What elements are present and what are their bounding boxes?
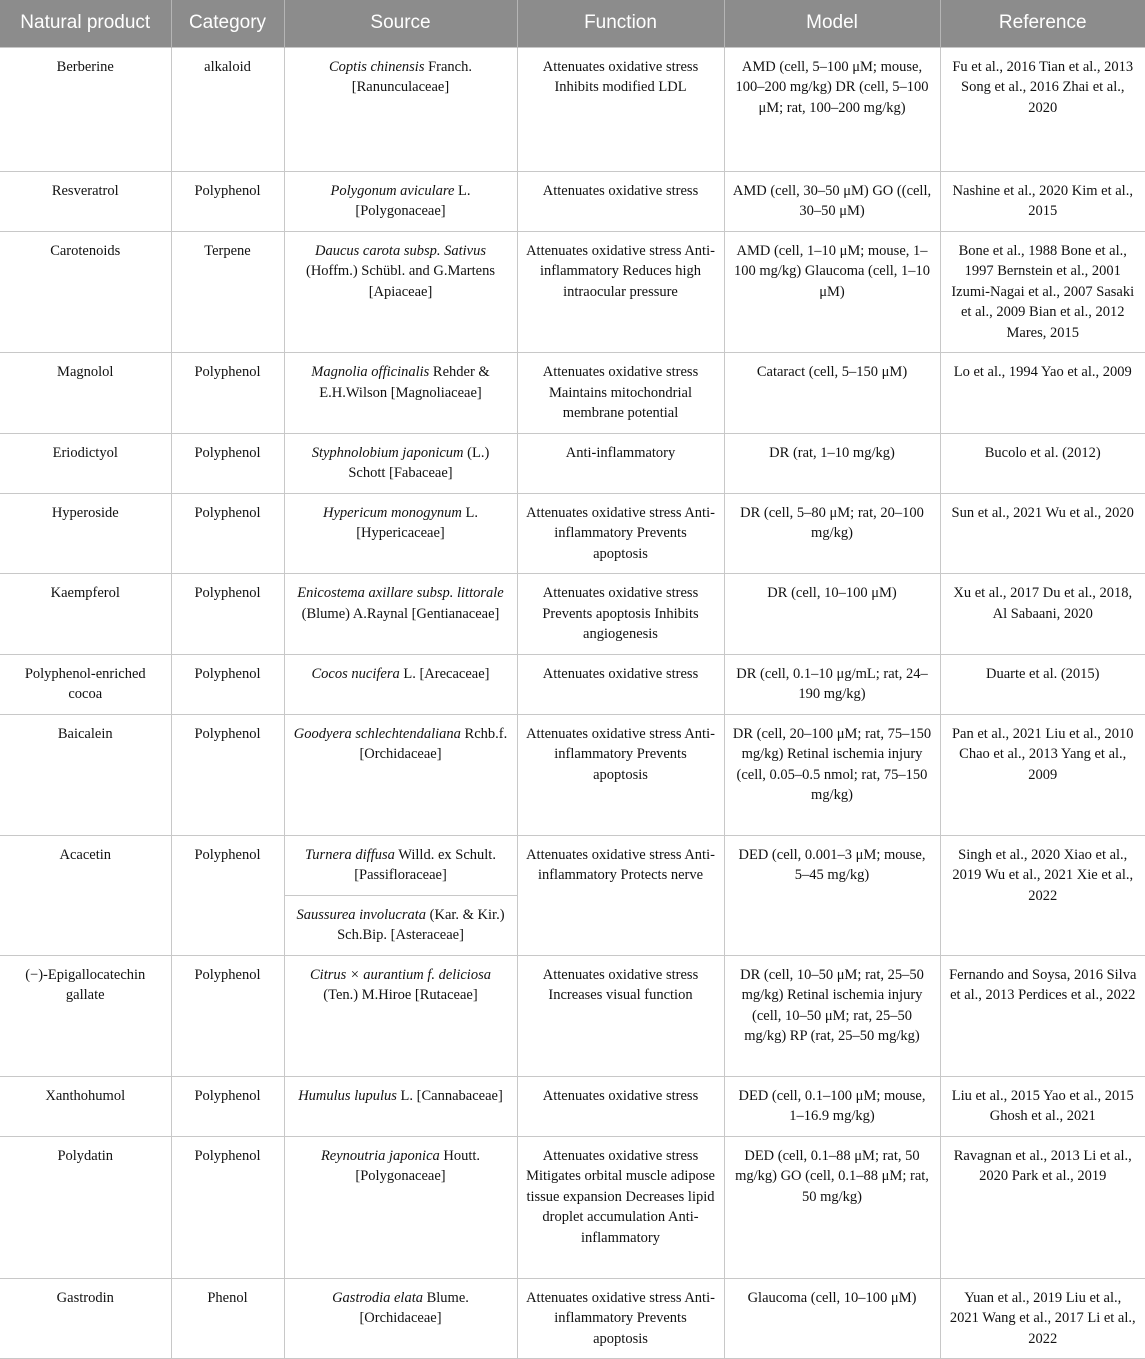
cell-function: Attenuates oxidative stress Anti-inflammatory Prevents apoptosis [517, 1278, 724, 1359]
source-species: Goodyera schlechtendaliana [293, 725, 461, 742]
cell-model: DED (cell, 0.001–3 μM; mouse, 5–45 mg/kg) [724, 835, 940, 955]
table-row [0, 714, 1145, 835]
cell-category: Polyphenol [171, 1136, 284, 1278]
cell-function: Attenuates oxidative stress Increases visual function [517, 955, 724, 1076]
table-header [0, 0, 1145, 47]
source-species: Humulus lupulus [298, 1087, 397, 1104]
cell-reference: Nashine et al., 2020 Kim et al., 2015 [940, 171, 1145, 231]
table-row [0, 171, 1145, 231]
cell-product: Gastrodin [0, 1278, 171, 1359]
source-family: (Hoffm.) Schübl. and G.Martens [Apiaceae] [305, 263, 495, 300]
table-row [0, 1136, 1145, 1278]
cell-function: Attenuates oxidative stress Inhibits modified LDL [517, 47, 724, 171]
cell-model: AMD (cell, 1–10 μM; mouse, 1–100 mg/kg) Glaucoma (cell, 1–10 μM) [724, 231, 940, 353]
cell-product: Eriodictyol [0, 433, 171, 493]
cell-reference: Bone et al., 1988 Bone et al., 1997 Bernstein et al., 2001 Izumi-Nagai et al., 2007 Sasaki et al., 2009 Bian et al., 2012 Mares, 2015 [940, 231, 1145, 353]
cell-category: Polyphenol [171, 493, 284, 574]
cell-reference: Fernando and Soysa, 2016 Silva et al., 2013 Perdices et al., 2022 [940, 955, 1145, 1076]
source-family: L. [Polygonaceae] [355, 182, 471, 219]
cell-source [284, 955, 517, 1076]
cell-source [284, 835, 517, 895]
table-row [0, 353, 1145, 434]
cell-model: AMD (cell, 5–100 μM; mouse, 100–200 mg/kg) DR (cell, 5–100 μM; rat, 100–200 mg/kg) [724, 47, 940, 171]
cell-product: Baicalein [0, 714, 171, 835]
cell-product: Polyphenol-enriched cocoa [0, 654, 171, 714]
source-species: Cocos nucifera [311, 665, 400, 682]
source-family: (Ten.) M.Hiroe [Rutaceae] [323, 987, 478, 1003]
cell-reference: Singh et al., 2020 Xiao et al., 2019 Wu et al., 2021 Xie et al., 2022 [940, 835, 1145, 955]
table-row [0, 231, 1145, 353]
cell-source [284, 654, 517, 714]
table-body [0, 47, 1145, 1359]
cell-model: DR (cell, 5–80 μM; rat, 20–100 mg/kg) [724, 493, 940, 574]
header-category: Category [171, 0, 284, 47]
source-family: (Blume) A.Raynal [Gentianaceae] [301, 605, 500, 622]
source-family: Rehder & E.H.Wilson [Magnoliaceae] [319, 364, 490, 401]
cell-source [284, 47, 517, 171]
source-species: Hypericum monogynum [322, 504, 462, 521]
cell-product: Berberine [0, 47, 171, 171]
cell-product: Resveratrol [0, 171, 171, 231]
cell-source [284, 231, 517, 353]
cell-reference: Xu et al., 2017 Du et al., 2018, Al Sabaani, 2020 [940, 574, 1145, 655]
cell-reference: Yuan et al., 2019 Liu et al., 2021 Wang et al., 2017 Li et al., 2022 [940, 1278, 1145, 1359]
table-row [0, 47, 1145, 171]
cell-reference: Pan et al., 2021 Liu et al., 2010 Chao et al., 2013 Yang et al., 2009 [940, 714, 1145, 835]
source-family: Rchb.f. [Orchidaceae] [359, 725, 508, 762]
cell-model: AMD (cell, 30–50 μM) GO ((cell, 30–50 μM) [724, 171, 940, 231]
header-source: Source [284, 0, 517, 47]
cell-category: Polyphenol [171, 353, 284, 434]
cell-category: Polyphenol [171, 654, 284, 714]
cell-function: Attenuates oxidative stress Anti-inflammatory Prevents apoptosis [517, 714, 724, 835]
cell-function: Attenuates oxidative stress Prevents apoptosis Inhibits angiogenesis [517, 574, 724, 655]
source-family: L. [Cannabaceae] [396, 1087, 503, 1104]
cell-category: Polyphenol [171, 171, 284, 231]
cell-reference: Duarte et al. (2015) [940, 654, 1145, 714]
cell-product: Kaempferol [0, 574, 171, 655]
cell-reference: Liu et al., 2015 Yao et al., 2015 Ghosh et al., 2021 [940, 1076, 1145, 1136]
cell-source [284, 171, 517, 231]
source-species: Turnera diffusa [305, 846, 395, 863]
cell-function: Attenuates oxidative stress [517, 171, 724, 231]
source-species: Daucus carota subsp. Sativus [314, 242, 487, 259]
cell-model: DR (cell, 0.1–10 μg/mL; rat, 24–190 mg/kg) [724, 654, 940, 714]
source-species: Coptis chinensis [329, 58, 425, 75]
source-family: Willd. ex Schult. [Passifloraceae] [354, 846, 496, 883]
cell-reference: Ravagnan et al., 2013 Li et al., 2020 Park et al., 2019 [940, 1136, 1145, 1278]
table-row [0, 493, 1145, 574]
cell-model: DR (cell, 10–100 μM) [724, 574, 940, 655]
cell-model: DR (rat, 1–10 mg/kg) [724, 433, 940, 493]
source-species: Reynoutria japonica [320, 1147, 440, 1164]
cell-function: Attenuates oxidative stress Anti-inflammatory Reduces high intraocular pressure [517, 231, 724, 353]
table-row [0, 955, 1145, 1076]
cell-function: Attenuates oxidative stress [517, 1076, 724, 1136]
table-row [0, 433, 1145, 493]
cell-reference: Bucolo et al. (2012) [940, 433, 1145, 493]
cell-category: Polyphenol [171, 955, 284, 1076]
cell-category: Polyphenol [171, 574, 284, 655]
cell-category: Polyphenol [171, 1076, 284, 1136]
cell-source [284, 895, 517, 955]
source-species: Enicostema axillare subsp. littorale [297, 585, 504, 601]
source-species: Gastrodia elata [332, 1289, 423, 1306]
header-model: Model [724, 0, 940, 47]
cell-product: Xanthohumol [0, 1076, 171, 1136]
source-family: (Kar. & Kir.) Sch.Bip. [Asteraceae] [337, 906, 505, 943]
source-family: (L.) Schott [Fabaceae] [348, 444, 490, 481]
cell-source [284, 714, 517, 835]
source-family: Blume. [Orchidaceae] [359, 1289, 469, 1326]
cell-product: Acacetin [0, 835, 171, 955]
cell-product: Magnolol [0, 353, 171, 434]
cell-source [284, 1076, 517, 1136]
source-family: L. [Arecaceae] [399, 665, 490, 682]
cell-category: Polyphenol [171, 433, 284, 493]
cell-model: DED (cell, 0.1–100 μM; mouse, 1–16.9 mg/kg) [724, 1076, 940, 1136]
cell-source [284, 493, 517, 574]
cell-product: Hyperoside [0, 493, 171, 574]
source-species: Saussurea involucrata [296, 906, 427, 923]
table-row [0, 1278, 1145, 1359]
cell-function: Attenuates oxidative stress Anti-inflammatory Protects nerve [517, 835, 724, 955]
header-natural-product: Natural product [0, 0, 171, 47]
cell-model: DR (cell, 20–100 μM; rat, 75–150 mg/kg) Retinal ischemia injury (cell, 0.05–0.5 nmol; rat, 75–150 mg/kg) [724, 714, 940, 835]
cell-function: Anti-inflammatory [517, 433, 724, 493]
source-species: Citrus × aurantium f. deliciosa [310, 966, 491, 983]
cell-reference: Sun et al., 2021 Wu et al., 2020 [940, 493, 1145, 574]
cell-reference: Lo et al., 1994 Yao et al., 2009 [940, 353, 1145, 434]
cell-product: (−)-Epigallocatechin gallate [0, 955, 171, 1076]
source-species: Styphnolobium japonicum [311, 444, 464, 461]
cell-model: Cataract (cell, 5–150 μM) [724, 353, 940, 434]
table-row [0, 654, 1145, 714]
cell-function: Attenuates oxidative stress Maintains mitochondrial membrane potential [517, 353, 724, 434]
cell-reference: Fu et al., 2016 Tian et al., 2013 Song et al., 2016 Zhai et al., 2020 [940, 47, 1145, 171]
header-function: Function [517, 0, 724, 47]
source-family: Houtt. [Polygonaceae] [355, 1147, 481, 1184]
cell-category: Phenol [171, 1278, 284, 1359]
source-family: Franch. [Ranunculaceae] [351, 58, 472, 95]
table-row [0, 1076, 1145, 1136]
cell-category: Polyphenol [171, 714, 284, 835]
cell-model: Glaucoma (cell, 10–100 μM) [724, 1278, 940, 1359]
source-family: L. [Hypericaceae] [356, 504, 479, 541]
cell-source [284, 353, 517, 434]
cell-product: Carotenoids [0, 231, 171, 353]
table-row [0, 574, 1145, 655]
cell-category: Polyphenol [171, 835, 284, 955]
cell-category: Terpene [171, 231, 284, 353]
cell-product: Polydatin [0, 1136, 171, 1278]
cell-category: alkaloid [171, 47, 284, 171]
cell-function: Attenuates oxidative stress Mitigates orbital muscle adipose tissue expansion Decreases lipid droplet accumulation Anti-inflammatory [517, 1136, 724, 1278]
cell-source [284, 1278, 517, 1359]
cell-function: Attenuates oxidative stress [517, 654, 724, 714]
cell-model: DR (cell, 10–50 μM; rat, 25–50 mg/kg) Retinal ischemia injury (cell, 10–50 μM; rat, 25–50 mg/kg) RP (rat, 25–50 mg/kg) [724, 955, 940, 1076]
cell-source [284, 574, 517, 655]
source-species: Magnolia officinalis [311, 364, 430, 380]
cell-source [284, 1136, 517, 1278]
header-row [0, 0, 1145, 47]
table-row [0, 835, 1145, 895]
cell-source [284, 433, 517, 493]
cell-function: Attenuates oxidative stress Anti-inflammatory Prevents apoptosis [517, 493, 724, 574]
cell-model: DED (cell, 0.1–88 μM; rat, 50 mg/kg) GO (cell, 0.1–88 μM; rat, 50 mg/kg) [724, 1136, 940, 1278]
header-reference: Reference [940, 0, 1145, 47]
source-species: Polygonum aviculare [330, 182, 455, 199]
